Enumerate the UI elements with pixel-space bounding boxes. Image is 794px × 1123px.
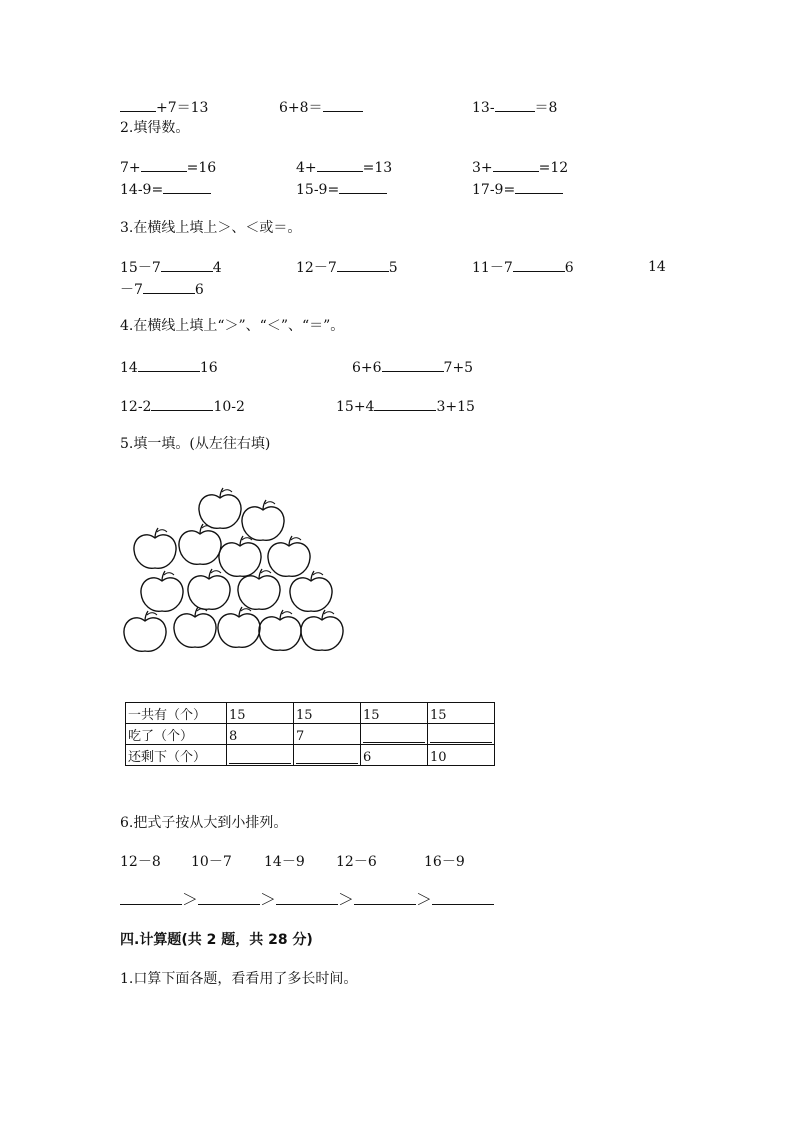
answer-blank[interactable]: [143, 280, 195, 294]
apple-icon: [188, 569, 230, 609]
top-row-item-1: [120, 98, 208, 117]
apples-illustration: [110, 480, 360, 660]
q2-item: [472, 158, 568, 177]
apple-icon: [174, 607, 216, 647]
table-row: [126, 745, 495, 766]
table-cell: 6: [361, 745, 428, 766]
q3-item-wrap: [120, 280, 204, 299]
answer-blank[interactable]: [432, 891, 494, 905]
apple-icon: [238, 569, 280, 609]
table-cell: 8: [227, 724, 294, 745]
q5-table: [125, 702, 495, 766]
apple-icon: [199, 488, 241, 528]
section-heading: 四.计算题(共 2 题，共 28 分): [120, 932, 313, 948]
q2-title: 2.填得数。: [120, 120, 190, 136]
apple-icon: [124, 611, 166, 651]
table-cell-blank[interactable]: [428, 724, 495, 745]
apple-icon: [179, 524, 221, 564]
apple-icon: [134, 528, 176, 568]
apple-icon: [268, 536, 310, 576]
q6-expr: 12－6: [336, 854, 377, 870]
q3-item: [296, 258, 398, 277]
expression-text: 6: [564, 260, 574, 276]
q6-expr: 10－7: [191, 854, 232, 870]
equation-text: 7+: [120, 160, 141, 176]
expression-text: 12-2: [120, 399, 152, 415]
answer-blank[interactable]: [337, 258, 389, 272]
equation-text: =16: [186, 160, 217, 176]
q6-title: 6.把式子按从大到小排列。: [120, 815, 288, 831]
answer-blank[interactable]: [163, 180, 211, 194]
equation-text: 14-9=: [120, 182, 164, 198]
apple-icon: [218, 607, 260, 647]
expression-text: 14: [120, 360, 138, 376]
table-cell-blank[interactable]: [294, 745, 361, 766]
equation-text: 17-9=: [472, 182, 516, 198]
apple-icon: [219, 536, 261, 576]
table-row: [126, 703, 495, 724]
answer-blank[interactable]: [354, 891, 416, 905]
answer-blank[interactable]: [120, 891, 182, 905]
expression-text: 15+4: [336, 399, 375, 415]
answer-blank[interactable]: [323, 98, 363, 112]
q4-item: [336, 397, 475, 416]
section4-q1: 1.口算下面各题，看看用了多长时间。: [120, 971, 358, 987]
answer-blank[interactable]: [363, 726, 425, 743]
equation-text: +7＝13: [156, 100, 209, 116]
q4-title: 4.在横线上填上“＞”、“＜”、“＝”。: [120, 318, 345, 334]
apple-icon: [290, 571, 332, 611]
answer-blank[interactable]: [493, 158, 539, 172]
expression-text: 11－7: [472, 260, 513, 276]
equation-text: 3+: [472, 160, 493, 176]
top-row-item-2: [279, 98, 363, 117]
answer-blank[interactable]: [141, 158, 187, 172]
expression-text: 5: [388, 260, 398, 276]
answer-blank[interactable]: [339, 180, 387, 194]
q2-item: [296, 158, 392, 177]
table-row: [126, 724, 495, 745]
q5-title: 5.填一填。(从左往右填): [120, 436, 271, 452]
table-cell-blank[interactable]: [227, 745, 294, 766]
q4-item: [120, 358, 218, 377]
row-label: 吃了（个）: [126, 724, 227, 745]
expression-text: 3+15: [436, 399, 475, 415]
answer-blank[interactable]: [151, 397, 213, 411]
gt-sign: ＞: [338, 890, 355, 909]
q3-title: 3.在横线上填上＞、＜或＝。: [120, 220, 302, 236]
answer-blank[interactable]: [138, 358, 200, 372]
answer-blank[interactable]: [430, 726, 492, 743]
answer-blank[interactable]: [515, 180, 563, 194]
answer-blank[interactable]: [495, 98, 535, 112]
q3-item: [472, 258, 574, 277]
q4-item: [352, 358, 473, 377]
q4-item: [120, 397, 245, 416]
row-label: 一共有（个）: [126, 703, 227, 724]
q6-expr: 12－8: [120, 854, 161, 870]
apple-icon: [259, 610, 301, 650]
table-cell: 15: [227, 703, 294, 724]
gt-sign: ＞: [260, 890, 277, 909]
equation-text: 15-9=: [296, 182, 340, 198]
answer-blank[interactable]: [374, 397, 436, 411]
expression-text: 12－7: [296, 260, 337, 276]
answer-blank[interactable]: [198, 891, 260, 905]
q6-expr: 14－9: [264, 854, 305, 870]
answer-blank[interactable]: [513, 258, 565, 272]
answer-blank[interactable]: [229, 747, 291, 764]
expression-text: 10-2: [213, 399, 245, 415]
equation-text: ＝8: [534, 100, 558, 116]
expression-text: 6: [194, 282, 204, 298]
equation-text: 13-: [472, 100, 495, 116]
top-row-item-3: [472, 98, 557, 117]
expression-text: 4: [212, 260, 222, 276]
expression-text: 6+6: [352, 360, 382, 376]
apple-icon: [301, 610, 343, 650]
expression-text: 16: [199, 360, 218, 376]
table-cell: 15: [361, 703, 428, 724]
equation-text: 6+8＝: [279, 100, 323, 116]
q2-item: [120, 180, 211, 199]
answer-blank[interactable]: [317, 158, 363, 172]
answer-blank[interactable]: [161, 258, 213, 272]
apple-icon: [141, 571, 183, 611]
answer-blank[interactable]: [382, 358, 444, 372]
table-cell: 10: [428, 745, 495, 766]
equation-text: =13: [362, 160, 393, 176]
answer-blank[interactable]: [120, 98, 156, 112]
table-cell: 7: [294, 724, 361, 745]
answer-blank[interactable]: [276, 891, 338, 905]
equation-text: =12: [538, 160, 569, 176]
table-cell: 15: [428, 703, 495, 724]
gt-sign: ＞: [182, 890, 199, 909]
q3-item-wrap-start: 14: [648, 259, 666, 275]
expression-text: －7: [120, 282, 143, 298]
table-cell-blank[interactable]: [361, 724, 428, 745]
gt-sign: ＞: [416, 890, 433, 909]
apple-icon: [242, 500, 284, 540]
equation-text: 4+: [296, 160, 317, 176]
expression-text: 15－7: [120, 260, 161, 276]
row-label: 还剩下（个）: [126, 745, 227, 766]
expression-text: 7+5: [443, 360, 474, 376]
table-cell: 15: [294, 703, 361, 724]
q2-item: [296, 180, 387, 199]
q6-expr: 16－9: [424, 854, 465, 870]
q2-item: [472, 180, 563, 199]
q3-item: [120, 258, 222, 277]
answer-blank[interactable]: [296, 747, 358, 764]
q6-order-row: [120, 891, 494, 909]
q2-item: [120, 158, 216, 177]
